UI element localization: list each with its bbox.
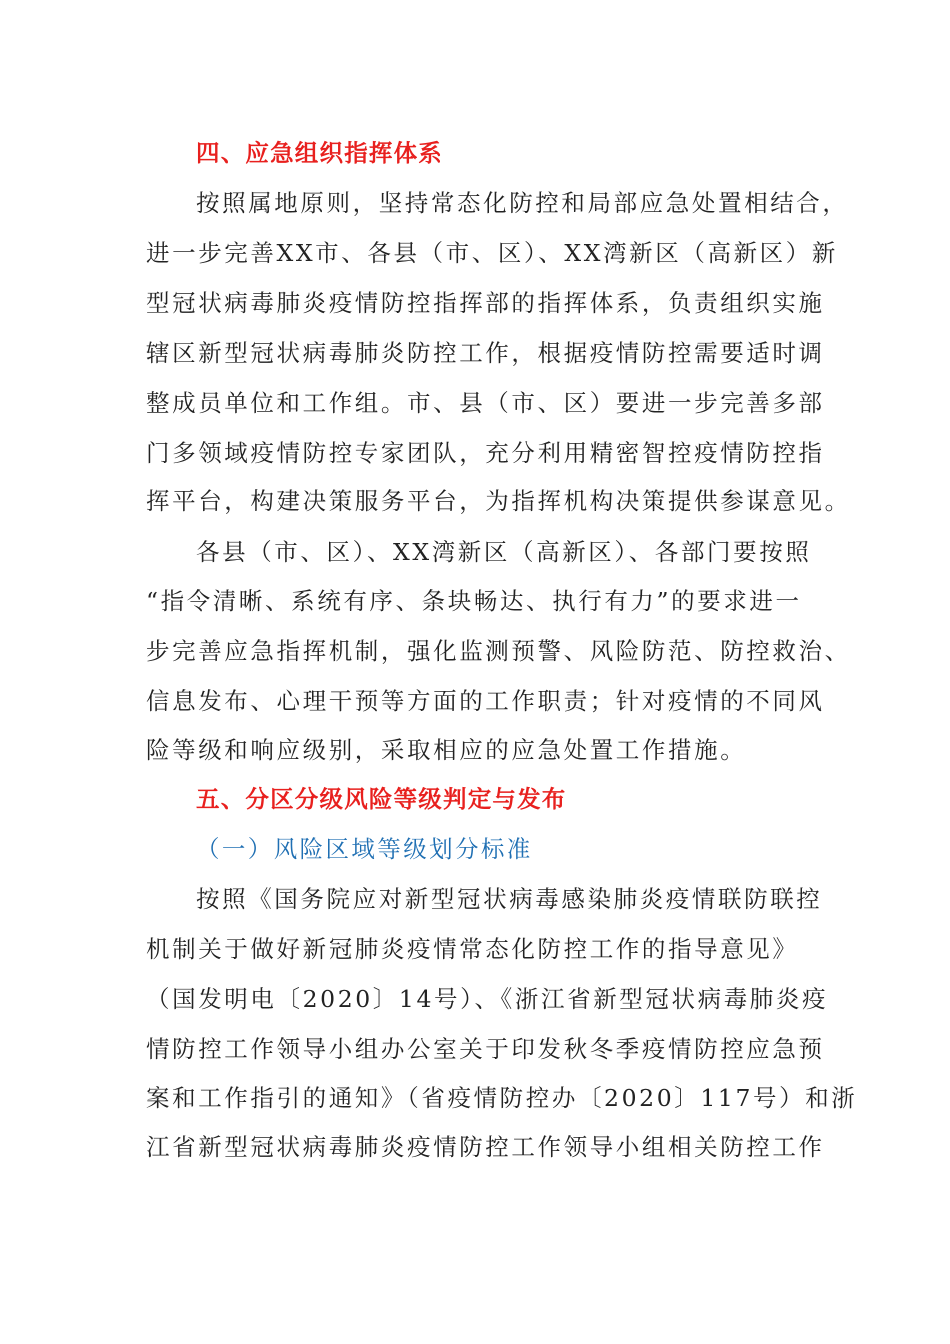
paragraph-line: 整成员单位和工作组。市、县（市、区）要进一步完善多部 xyxy=(146,389,825,417)
paragraph-line: 门多领域疫情防控专家团队，充分利用精密智控疫情防控指 xyxy=(146,439,825,467)
paragraph-line: 挥平台，构建决策服务平台，为指挥机构决策提供参谋意见。 xyxy=(146,487,851,515)
paragraph-line: 步完善应急指挥机制，强化监测预警、风险防范、防控救治、 xyxy=(146,637,851,665)
section-heading-4: 四、应急组织指挥体系 xyxy=(196,139,443,167)
paragraph-line: 按照属地原则，坚持常态化防控和局部应急处置相结合， xyxy=(196,189,849,217)
subsection-heading: （一）风险区域等级划分标准 xyxy=(196,835,533,863)
paragraph-line: 信息发布、心理干预等方面的工作职责；针对疫情的不同风 xyxy=(146,687,825,715)
paragraph-line: 情防控工作领导小组办公室关于印发秋冬季疫情防控应急预 xyxy=(146,1035,825,1063)
paragraph-line: （国发明电〔2020〕14号）、《浙江省新型冠状病毒肺炎疫 xyxy=(146,985,829,1013)
section-heading-5: 五、分区分级风险等级判定与发布 xyxy=(196,785,567,813)
paragraph-line: 按照《国务院应对新型冠状病毒感染肺炎疫情联防联控 xyxy=(196,885,823,913)
paragraph-line: 机制关于做好新冠肺炎疫情常态化防控工作的指导意见》 xyxy=(146,935,799,963)
paragraph-line: 案和工作指引的通知》（省疫情防控办〔2020〕117号）和浙 xyxy=(146,1084,858,1112)
paragraph-line: 各县（市、区）、XX湾新区（高新区）、各部门要按照 xyxy=(196,538,812,566)
paragraph-line: 型冠状病毒肺炎疫情防控指挥部的指挥体系，负责组织实施 xyxy=(146,289,825,317)
paragraph-line: 江省新型冠状病毒肺炎疫情防控工作领导小组相关防控工作 xyxy=(146,1133,825,1161)
paragraph-line: 进一步完善XX市、各县（市、区）、XX湾新区（高新区）新 xyxy=(146,239,838,267)
paragraph-line: 险等级和响应级别，采取相应的应急处置工作措施。 xyxy=(146,736,747,764)
paragraph-line: “指令清晰、系统有序、条块畅达、执行有力”的要求进一 xyxy=(146,587,802,615)
paragraph-line: 辖区新型冠状病毒肺炎防控工作，根据疫情防控需要适时调 xyxy=(146,339,825,367)
